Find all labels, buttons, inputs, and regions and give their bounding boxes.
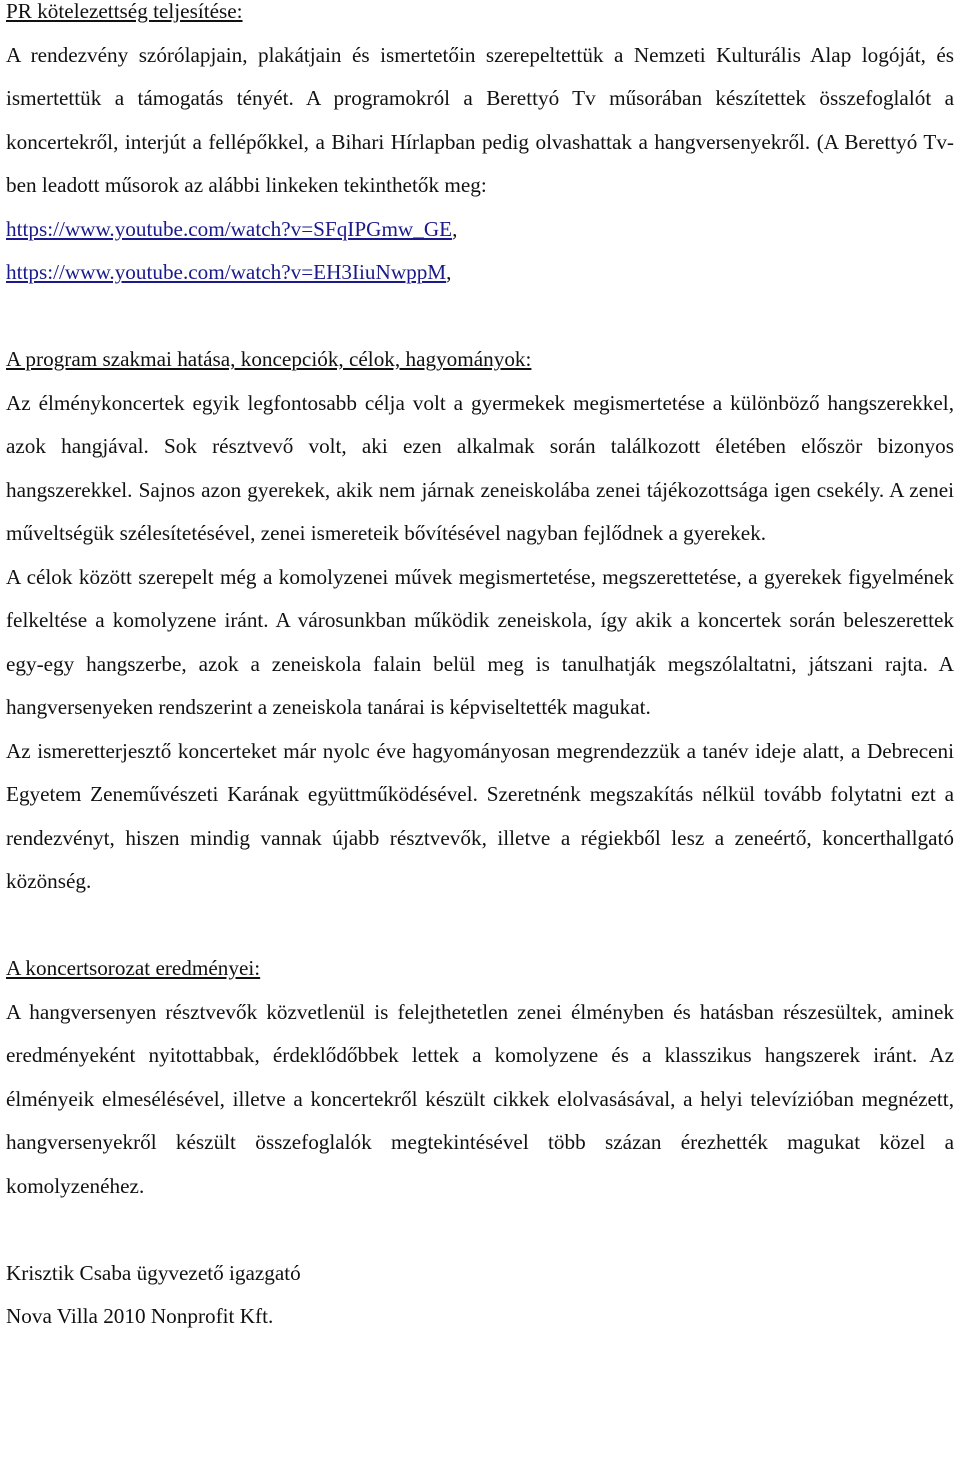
- paragraph-results: A hangversenyen résztvevők közvetlenül is felejthetetlen zenei élményben és hatásban részesültek, aminek eredményeként nyitottabbak, érdeklődőbbek lettek a komolyzene és a klasszikus hangszerek iránt. Az élményeik elmesélésével, illetve a koncertekről készült cikkek elolvasásával, a helyi televízióban megnézett, hangversenyekről készült összefoglalók megtekintésével több százan érezhették magukat közel a komolyzenéhez.: [6, 999, 954, 1198]
- youtube-link-2[interactable]: https://www.youtube.com/watch?v=EH3IiuNwppM: [6, 260, 447, 284]
- youtube-link-1[interactable]: https://www.youtube.com/watch?v=SFqIPGmw_GE: [6, 216, 453, 241]
- section-heading-results: A koncertsorozat eredményei:: [6, 956, 261, 980]
- paragraph-impact-3: Az ismeretterjesztő koncerteket már nyolc éve hagyományosan megrendezzük a tanév ideje alatt, a Debreceni Egyetem Zeneművészeti Karának együttműködésével. Szeretnénk megszakítás nélkül tovább folytatni ezt a rendezvényt, hiszen mindig vannak újabb résztvevők, illetve a régiekből lesz a zeneértő, koncerthallgató közönség.: [6, 738, 954, 893]
- link-line-2: https://www.youtube.com/watch?v=EH3IiuNwppM,: [6, 260, 452, 284]
- signature-name: Krisztik Csaba ügyvezető igazgató: [6, 1260, 301, 1285]
- link-line-1: https://www.youtube.com/watch?v=SFqIPGmw_GE,: [6, 216, 458, 241]
- section-heading-pr: PR kötelezettség teljesítése:: [6, 0, 243, 23]
- spacer: [6, 1208, 954, 1252]
- signature-organization: Nova Villa 2010 Nonprofit Kft.: [6, 1304, 274, 1328]
- document-page: [6, 0, 954, 1339]
- paragraph-pr: A rendezvény szórólapjain, plakátjain és ismertetőin szerepeltettük a Nemzeti Kulturális Alap logóját, és ismertettük a támogatás tényét. A programokról a Berettyó Tv műsorában készítettek összefoglalót a koncertekről, interjút a fellépőkkel, a Bihari Hírlapban pedig olvashattak a hangversenyekről. (A Berettyó Tv-ben leadott műsorok az alábbi linkeken tekinthetők meg:: [6, 42, 954, 197]
- spacer: [6, 295, 954, 339]
- paragraph-impact-1: Az élménykoncertek egyik legfontosabb célja volt a gyermekek megismertetése a különböző hangszerekkel, azok hangjával. Sok résztvevő volt, aki ezen alkalmak során találkozott életében először bizonyos hangszerekkel. Sajnos azon gyerekek, akik nem járnak zeneiskolába zenei tájékozottsága igen csekély. A zenei műveltségük szélesítetésével, zenei ismereteik bővítésével nagyban fejlődnek a gyerekek.: [6, 390, 954, 545]
- paragraph-impact-2: A célok között szerepelt még a komolyzenei művek megismertetése, megszerettetése, a gyerekek figyelmének felkeltése a komolyzene iránt. A városunkban működik zeneiskola, így akik a koncertek során beleszerettek egy-egy hangszerbe, azok a zeneiskola falain belül meg is tanulhatják megszólaltatni, játszani rajta. A hangversenyeken rendszerint a zeneiskola tanárai is képviseltették magukat.: [6, 564, 954, 719]
- section-heading-impact: A program szakmai hatása, koncepciók, célok, hagyományok:: [6, 347, 532, 371]
- spacer: [6, 904, 954, 948]
